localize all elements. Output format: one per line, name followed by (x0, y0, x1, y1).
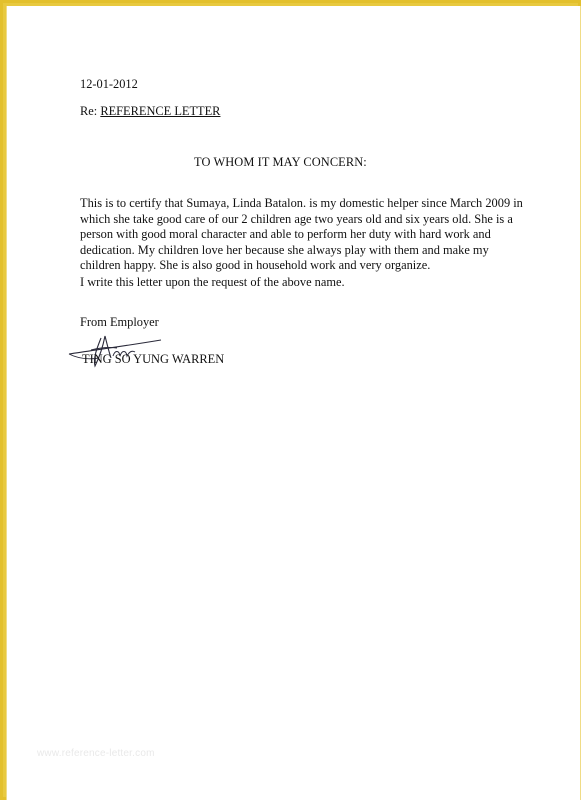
salutation: TO WHOM IT MAY CONCERN: (194, 155, 367, 169)
closing: From Employer (80, 315, 159, 329)
body-paragraph-2: I write this letter upon the request of the above name. (80, 275, 345, 289)
letter-date: 12-01-2012 (80, 77, 138, 91)
letter-page (6, 6, 581, 800)
subject-text: REFERENCE LETTER (100, 104, 221, 118)
subject-prefix: Re: (80, 104, 98, 118)
body-line: dedication. My children love her because she always play with them and make my (80, 242, 489, 257)
body-paragraph-1 (80, 196, 523, 274)
body-line: person with good moral character and able to perform her duty with hard work and (80, 227, 491, 241)
body-line: which she take good care of our 2 children age two years old and six years old. She is a (80, 211, 513, 226)
signer-name: TING SO YUNG WARREN (82, 352, 225, 366)
body-line: This is to certify that Sumaya, Linda Batalon. is my domestic helper since March 2009 in (80, 196, 523, 210)
body-line: children happy. She is also good in household work and very organize. (80, 258, 431, 272)
watermark: www.reference-letter.com (37, 748, 155, 759)
subject-line (80, 104, 220, 120)
